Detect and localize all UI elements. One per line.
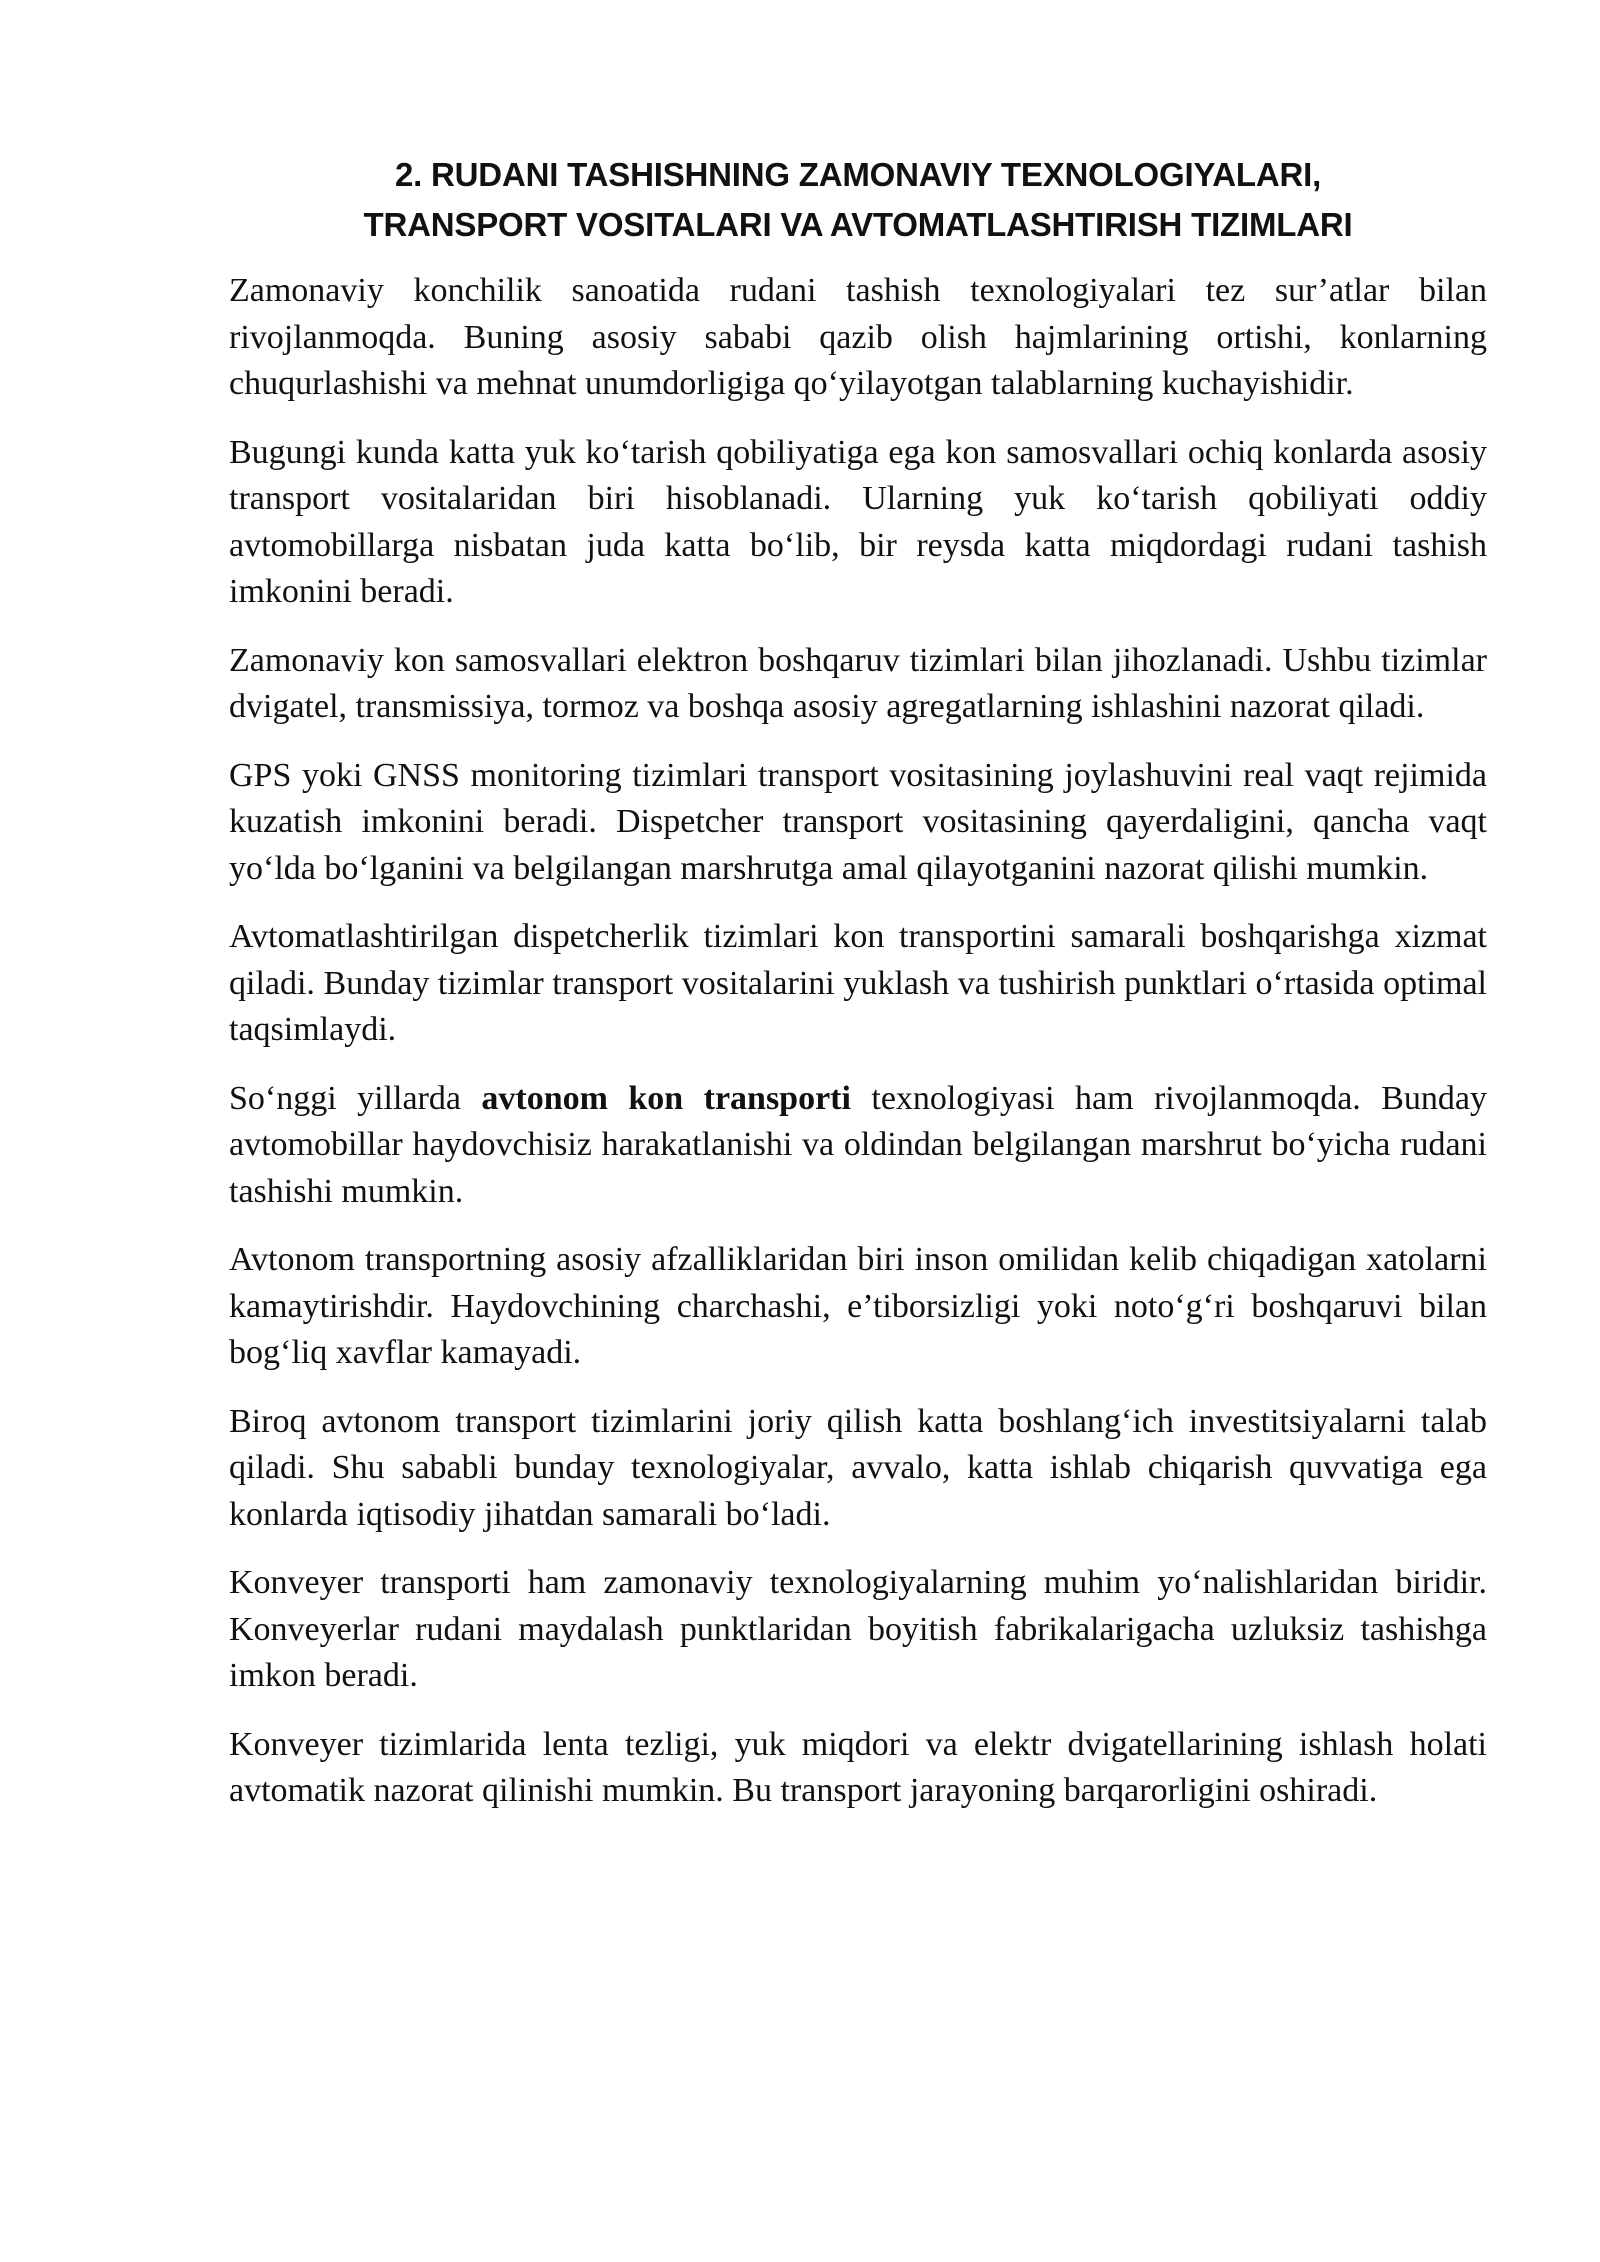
paragraph-7: Avtonom transportning asosiy afzalliklaridan biri inson omilidan kelib chiqadigan xatolarni kamaytirishdir. Haydovchining charchashi, e’tiborsizligi yoki noto‘g‘ri boshqaruvi bilan bog‘liq xavflar kamayadi. (229, 1241, 1487, 1371)
paragraph-6 (229, 1076, 1487, 1216)
paragraph-4: GPS yoki GNSS monitoring tizimlari transport vositasining joylashuvini real vaqt rejimida kuzatish imkonini beradi. Dispetcher transport vositasining qayerdaligini, qancha vaqt yo‘lda bo‘lganini va belgilangan marshrutga amal qilayotganini nazorat qilishi mumkin. (229, 756, 1487, 887)
paragraph-10: Konveyer tizimlarida lenta tezligi, yuk miqdori va elektr dvigatellarining ishlash holati avtomatik nazorat qilinishi mumkin. Bu transport jarayoning barqarorligini oshiradi. (229, 1725, 1487, 1809)
paragraph-3: Zamonaviy kon samosvallari elektron boshqaruv tizimlari bilan jihozlanadi. Ushbu tizimlar dvigatel, transmissiya, tormoz va boshqa asosiy agregatlarning ishlashini nazorat qiladi. (229, 641, 1487, 725)
paragraph-8: Biroq avtonom transport tizimlarini joriy qilish katta boshlang‘ich investitsiyalarni talab qiladi. Shu sababli bunday texnologiyalar, avvalo, katta ishlab chiqarish quvvatiga ega konlarda iqtisodiy jihatdan samarali bo‘ladi. (229, 1402, 1487, 1533)
heading-line-1: 2. RUDANI TASHISHNING ZAMONAVIY TEXNOLOGIYALARI, (394, 156, 1322, 193)
heading-line-2: TRANSPORT VOSITALARI VA AVTOMATLASHTIRISH TIZIMLARI (363, 206, 1353, 243)
paragraph-1: Zamonaviy konchilik sanoatida rudani tashish texnologiyalari tez sur’atlar bilan rivojlanmoqda. Buning asosiy sababi qazib olish hajmlarining ortishi, konlarning chuqurlashishi va mehnat unumdorligiga qo‘yilayotgan talablarning kuchayishidir. (229, 272, 1487, 402)
paragraph-6-rest: texnologiyasi ham rivojlanmoqda. Bunday avtomobillar haydovchisiz harakatlanishi va oldindan belgilangan marshrut bo‘yicha rudani tashishi mumkin. (229, 1079, 1487, 1210)
paragraph-9: Konveyer transporti ham zamonaviy texnologiyalarning muhim yo‘nalishlaridan biridir. Konveyerlar rudani maydalash punktlaridan boyitish fabrikalarigacha uzluksiz tashishga imkon beradi. (229, 1564, 1487, 1694)
paragraph-5: Avtomatlashtirilgan dispetcherlik tizimlari kon transportini samarali boshqarishga xizmat qiladi. Bunday tizimlar transport vositalarini yuklash va tushirish punktlari o‘rtasida optimal taqsimlaydi. (229, 918, 1487, 1048)
paragraph-2: Bugungi kunda katta yuk ko‘tarish qobiliyatiga ega kon samosvallari ochiq konlarda asosiy transport vositalaridan biri hisoblanadi. Ularning yuk ko‘tarish qobiliyati oddiy avtomobillarga nisbatan juda katta bo‘lib, bir reysda katta miqdordagi rudani tashish imkonini beradi. (229, 433, 1487, 610)
section-heading (229, 150, 1487, 250)
paragraph-6-lead: So‘nggi yillarda (229, 1079, 482, 1117)
document-page (229, 150, 1487, 1837)
paragraph-6-bold-term: avtonom kon transporti (481, 1079, 851, 1117)
